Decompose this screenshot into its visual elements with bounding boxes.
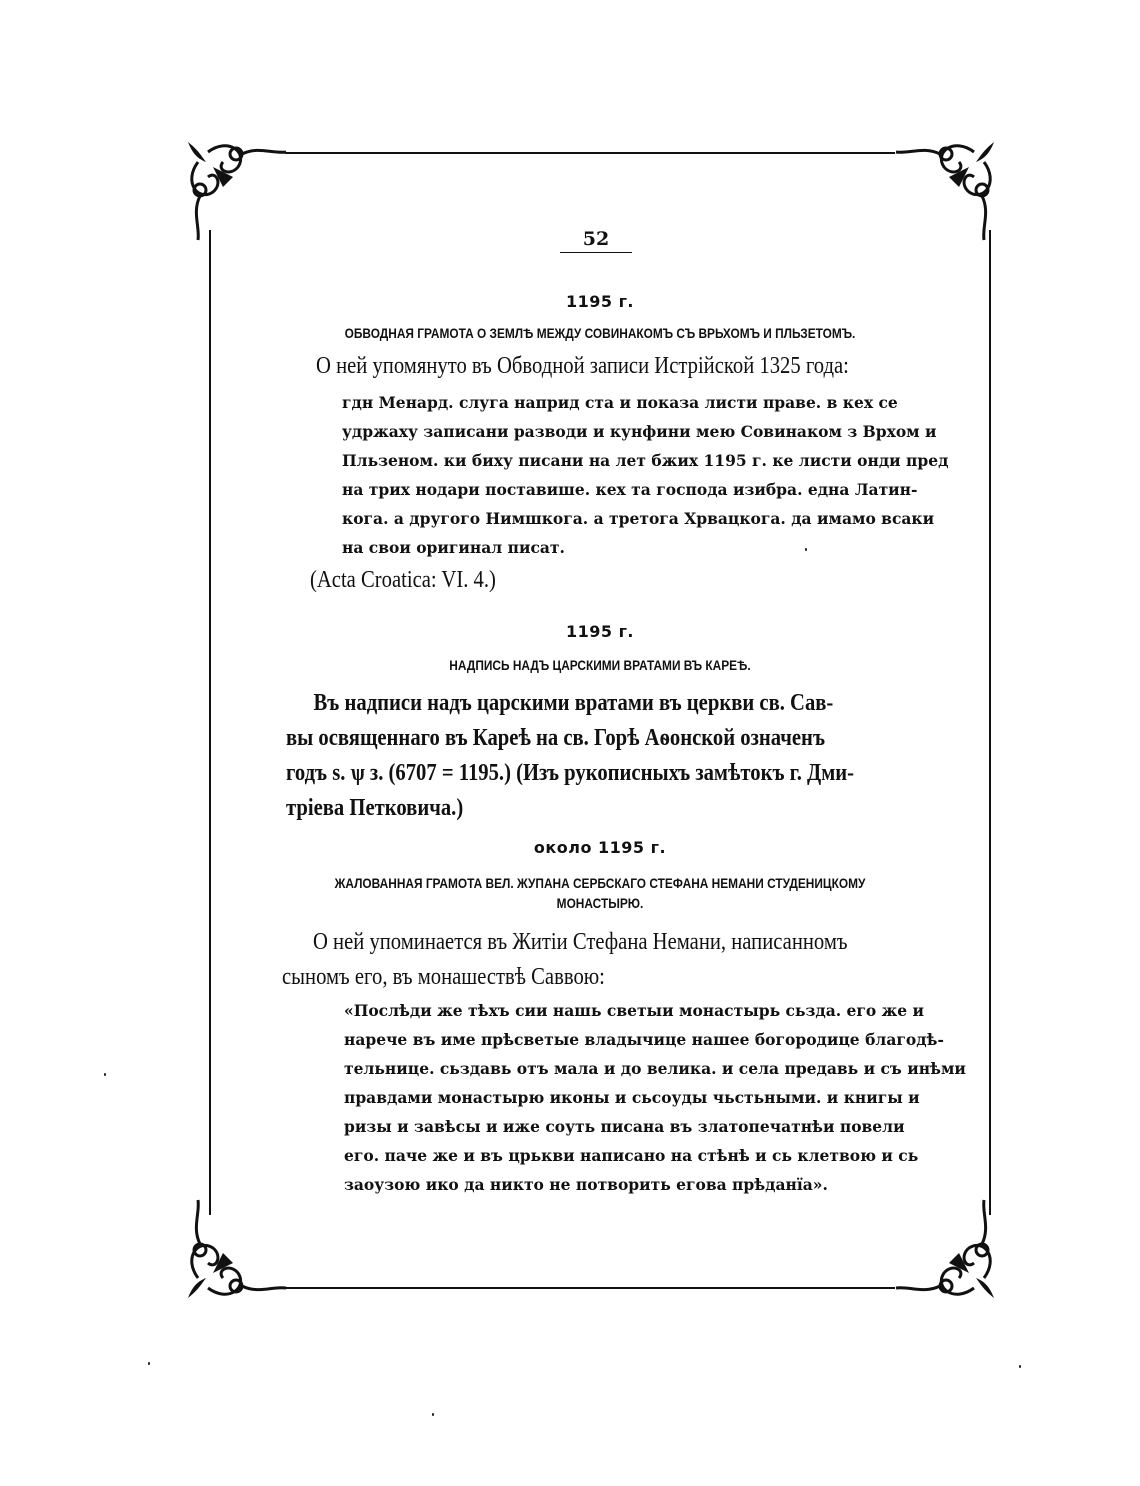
quote-line: на свои оригинал писат. (342, 538, 565, 557)
quote-line: «Послѣди же тѣхъ сии нашь светыи монастырь сьзда. его же и (344, 1001, 925, 1020)
section3-heading-line2: МОНАСТЫРЮ. (556, 896, 644, 911)
section3-heading-line1: ЖАЛОВАННАЯ ГРАМОТА ВЕЛ. ЖУПАНА СЕРБСКАГО СТЕФАНА НЕМАНИ СТУДЕНИЦКОМУ (334, 876, 866, 891)
frame-bottom-line (285, 1287, 895, 1289)
quote-line: нарече въ име прѣсветые владычице нашее богородице благодѣ- (344, 1030, 944, 1049)
quote-line: тельнице. сьздавь отъ мала и до велика. и села предавь и съ инѣми (344, 1059, 966, 1078)
corner-ornament-bottom-right (894, 1198, 1004, 1308)
scan-speck (805, 548, 807, 551)
section1-year: 1195 г. (565, 292, 635, 311)
page-number: 52 (560, 228, 632, 253)
quote-line: кога. а другого Нимшкога. а третога Хрвацкога. да имамо всаки (342, 509, 935, 528)
text-line: Въ надписи надъ царскими вратами въ церкви св. Сав- (313, 690, 834, 716)
frame-top-line (285, 152, 895, 154)
text-line: вы освященнаго въ Кареѣ на св. Горѣ Аѳонской означенъ (286, 725, 825, 751)
text-line: годъ ѕ. ѱ з. (6707 = 1195.) (Изъ рукописныхъ замѣтокъ г. Дми- (286, 760, 855, 786)
section2-heading: НАДПИСЬ НАДЪ ЦАРСКИМИ ВРАТАМИ ВЪ КАРЕѢ. (449, 658, 751, 673)
scan-speck (432, 1413, 434, 1416)
quote-line: заоузою ико да никто не потворить егова прѣданїа». (344, 1175, 828, 1194)
scan-speck (1019, 1365, 1021, 1368)
section1-source: (Acta Croatica: VI. 4.) (310, 567, 496, 593)
corner-ornament-bottom-left (178, 1198, 288, 1308)
quote-line: правдами монастырю иконы и сьсоуды чьстьными. и книгы и (344, 1088, 920, 1107)
frame-right-line (989, 230, 991, 1215)
section3-quote (344, 996, 966, 1199)
quote-line: удржаху записани разводи и кунфини мею Совинаком з Врхом и (342, 422, 937, 441)
corner-ornament-top-right (894, 132, 1004, 242)
quote-line: на трих нодари поставише. кех та господа изибра. една Латин- (342, 480, 918, 499)
section3-year: около 1195 г. (533, 838, 667, 857)
frame-left-line (209, 230, 211, 1215)
quote-line: Пльзеном. ки биху писани на лет бжих 1195 г. ке листи онди пред (342, 451, 949, 470)
quote-line: ризы и завѣсы и иже соуть писана въ златопечатнѣи повели (344, 1117, 905, 1136)
section1-quote (342, 388, 948, 562)
section3-lead (282, 925, 848, 995)
text-line: тріева Петковича.) (286, 795, 464, 821)
section1-lead: О ней упомянуто въ Обводной записи Истрійской 1325 года: (316, 353, 849, 379)
quote-line: его. паче же и въ црькви написано на стѣнѣ и сь клетвою и сь (344, 1146, 919, 1165)
section1-heading: ОБВОДНАЯ ГРАМОТА О ЗЕМЛѢ МЕЖДУ СОВИНАКОМЪ СЪ ВРЬХОМЪ И ПЛЬЗЕТОМЪ. (344, 326, 856, 341)
scan-speck (148, 1362, 150, 1365)
corner-ornament-top-left (178, 132, 288, 242)
section2-year: 1195 г. (565, 622, 635, 641)
text-line: сыномъ его, въ монашествѣ Саввою: (282, 964, 605, 990)
text-line: О ней упоминается въ Житіи Стефана Немани, написанномъ (312, 929, 848, 955)
section2-text (286, 686, 854, 826)
scan-speck (104, 1073, 106, 1076)
quote-line: гдн Менард. слуга наприд ста и показа листи праве. в кех се (342, 393, 898, 412)
